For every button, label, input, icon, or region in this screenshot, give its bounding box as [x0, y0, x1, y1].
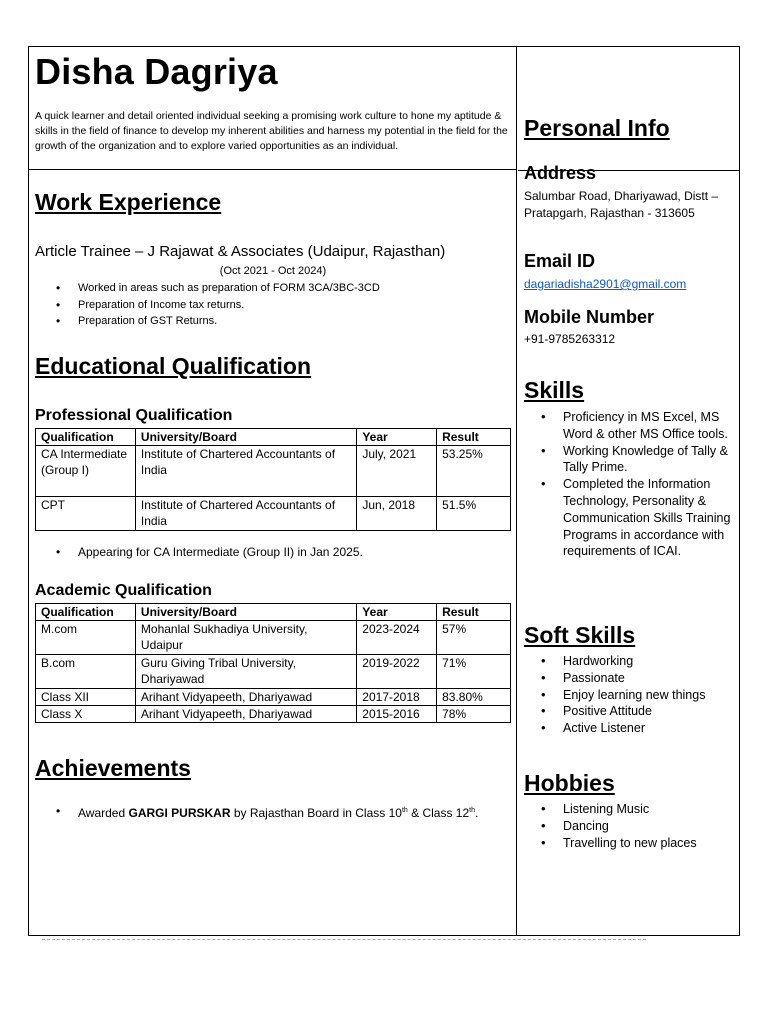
table-row: [36, 706, 511, 723]
table-row: [36, 655, 511, 689]
table-cell: Arihant Vidyapeeth, Dhariyawad: [135, 689, 356, 706]
achievements-heading: Achievements: [35, 755, 191, 781]
column-header: Qualification: [36, 429, 136, 446]
hobbies-list: [524, 801, 734, 851]
list-item: • Listening Music: [524, 801, 734, 818]
table-cell: 53.25%: [437, 446, 511, 497]
column-header: Result: [437, 604, 511, 621]
list-item: • Dancing: [524, 818, 734, 835]
soft-skills-list: [524, 653, 734, 737]
email-label: Email ID: [524, 251, 596, 271]
table-cell: B.com: [36, 655, 136, 689]
list-item: • Travelling to new places: [524, 835, 734, 852]
mobile-label: Mobile Number: [524, 307, 655, 327]
table-cell: 2015-2016: [357, 706, 437, 723]
left-column: [29, 47, 517, 935]
table-cell: Institute of Chartered Accountants of India: [135, 497, 356, 531]
table-cell: Mohanlal Sukhadiya University, Udaipur: [135, 621, 356, 655]
list-item: • Worked in areas such as preparation of FORM 3CA/3BC-3CD: [53, 280, 380, 297]
work-bullets: [53, 280, 380, 330]
skills-heading: Skills: [524, 377, 585, 403]
column-header: Qualification: [36, 604, 136, 621]
award-name: GARGI PURSKAR: [128, 806, 231, 820]
table-cell: CA Intermediate (Group I): [36, 446, 136, 497]
column-header: Year: [357, 604, 437, 621]
academic-qualification-table: [35, 603, 511, 723]
list-item: • Active Listener: [524, 720, 734, 737]
column-header: University/Board: [135, 604, 356, 621]
education-heading: Educational Qualification: [35, 353, 312, 379]
list-item: • Preparation of Income tax returns.: [53, 297, 380, 314]
work-experience-heading: Work Experience: [35, 189, 222, 215]
page-break-line: [42, 939, 646, 940]
table-cell: Arihant Vidyapeeth, Dhariyawad: [135, 706, 356, 723]
achievement-and: & Class 12: [407, 806, 470, 820]
list-item: [53, 803, 493, 822]
candidate-name: Disha Dagriya: [35, 51, 278, 92]
achievement-middle: by Rajasthan Board in Class 10: [230, 806, 402, 820]
professional-note: [53, 544, 363, 561]
achievement-prefix: Awarded: [78, 806, 129, 820]
email-link[interactable]: dagariadisha2901@gmail.com: [524, 277, 687, 291]
header-block: [29, 47, 517, 170]
table-cell: 57%: [437, 621, 511, 655]
list-item: • Proficiency in MS Excel, MS Word & other MS Office tools.: [524, 409, 734, 443]
right-column: [518, 47, 739, 935]
achievements-list: [53, 803, 493, 822]
career-summary: A quick learner and detail oriented individual seeking a promising work culture to hone my aptitude & skills in the field of finance to develop my inherent abilities and harness my potential in the field for the growth of the organization and to explore varied opportunities as an individual.: [35, 110, 508, 152]
job-title: Article Trainee – J Rajawat & Associates (Udaipur, Rajasthan): [35, 243, 446, 260]
list-item: • Preparation of GST Returns.: [53, 313, 380, 330]
professional-qualification-heading: Professional Qualification: [35, 407, 233, 424]
table-cell: Institute of Chartered Accountants of India: [135, 446, 356, 497]
address-label: Address: [524, 163, 597, 183]
table-cell: 78%: [437, 706, 511, 723]
table-cell: 83.80%: [437, 689, 511, 706]
table-row: [36, 497, 511, 531]
table-row: [36, 446, 511, 497]
job-dates: (Oct 2021 - Oct 2024): [219, 265, 327, 277]
list-item: • Appearing for CA Intermediate (Group II) in Jan 2025.: [53, 544, 363, 561]
superscript: th: [469, 807, 475, 814]
table-cell: Guru Giving Tribal University, Dhariyawad: [135, 655, 356, 689]
list-item: • Positive Attitude: [524, 703, 734, 720]
address-value: Salumbar Road, Dhariyawad, Distt – Pratapgarh, Rajasthan - 313605: [524, 189, 719, 220]
list-item: • Working Knowledge of Tally & Tally Prime.: [524, 443, 734, 477]
table-cell: 2019-2022: [357, 655, 437, 689]
table-cell: Class X: [36, 706, 136, 723]
mobile-value: +91-9785263312: [524, 332, 616, 346]
column-header: Result: [437, 429, 511, 446]
list-item: • Enjoy learning new things: [524, 687, 734, 704]
column-header: University/Board: [135, 429, 356, 446]
table-header-row: [36, 604, 511, 621]
list-item: • Completed the Information Technology, Personality & Communication Skills Training Programs in accordance with requirements of ICAI.: [524, 476, 734, 560]
resume-page: [28, 46, 740, 936]
list-item: • Hardworking: [524, 653, 734, 670]
table-header-row: [36, 429, 511, 446]
table-cell: CPT: [36, 497, 136, 531]
achievement-end: .: [474, 806, 479, 820]
table-cell: 2023-2024: [357, 621, 437, 655]
table-row: [36, 689, 511, 706]
table-cell: Jun, 2018: [357, 497, 437, 531]
table-cell: 71%: [437, 655, 511, 689]
table-row: [36, 621, 511, 655]
table-cell: July, 2021: [357, 446, 437, 497]
personal-info-heading: Personal Info: [524, 115, 670, 141]
academic-qualification-heading: Academic Qualification: [35, 582, 212, 599]
table-cell: Class XII: [36, 689, 136, 706]
soft-skills-heading: Soft Skills: [524, 622, 636, 648]
table-cell: 51.5%: [437, 497, 511, 531]
superscript: th: [401, 807, 408, 814]
professional-qualification-table: [35, 428, 511, 531]
hobbies-heading: Hobbies: [524, 770, 615, 796]
list-item: • Passionate: [524, 670, 734, 687]
table-cell: M.com: [36, 621, 136, 655]
column-header: Year: [357, 429, 437, 446]
table-cell: 2017-2018: [357, 689, 437, 706]
skills-list: [524, 409, 734, 560]
